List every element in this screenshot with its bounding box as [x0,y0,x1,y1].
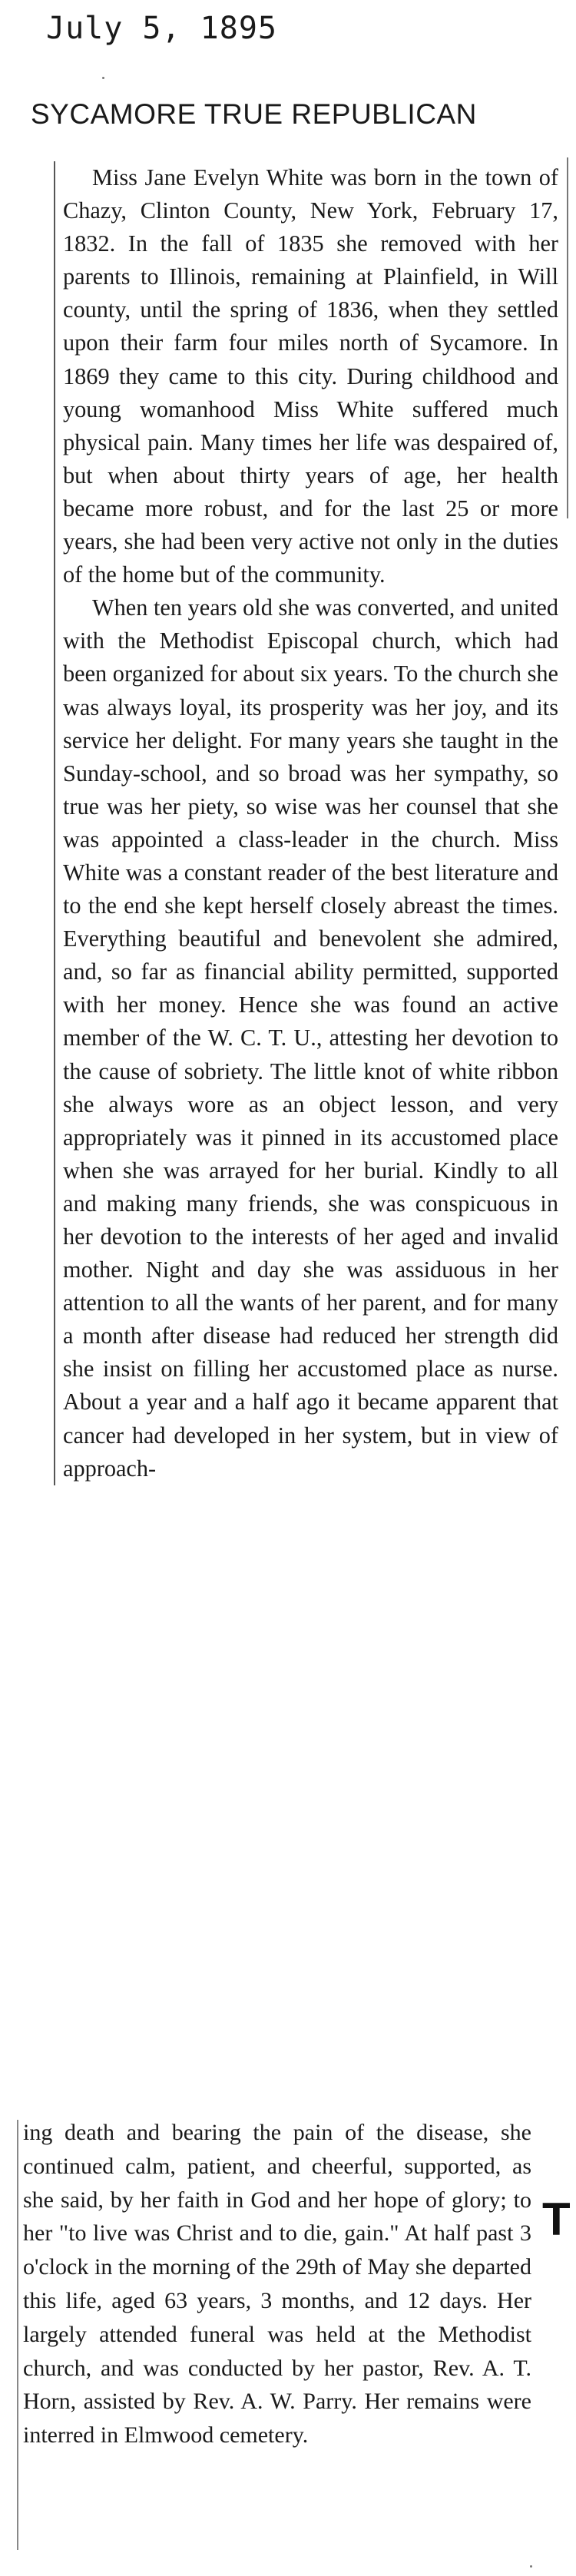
column-rule-left [17,2120,18,2550]
print-speck [102,77,104,79]
obituary-paragraph-1: Miss Jane Evelyn White was born in the town of Chazy, Clinton County, New York, February 17, 1832. In the fall of 1835 she removed with her parents to Illinois, remaining at Plainfield, in Will county, until the spring of 1836, when they settled upon their farm four miles north of Sycamore. In 1869 they came to this city. During childhood and young womanhood Miss White suffered much physical pain. Many times her life was despaired of, but when about thirty years of age, her health became more robust, and for the last 25 or more years, she had been very active not only in the duties of the home but of the community. [63,164,558,588]
print-speck [530,2565,532,2568]
article-column-1 [54,161,558,1485]
obituary-paragraph-3: ing death and bearing the pain of the disease, she continued calm, patient, and cheerful, supported, as she said, by her faith in God and her hope of glory; to her "to live was Christ and to die, gain." At half past 3 o'clock in the morning of the 29th of May she departed this life, aged 63 years, 3 months, and 12 days. Her largely attended funeral was held at the Methodist church, and was conducted by her pastor, Rev. A. T. Horn, assisted by Rev. A. W. Parry. Her remains were interred in Elmwood cemetery. [23,2120,531,2449]
article-column-2 [23,2116,531,2452]
newspaper-name: SYCAMORE TRUE REPUBLICAN [31,98,477,130]
clipping-date: July 5, 1895 [46,11,277,46]
obituary-paragraph-2: When ten years old she was converted, and united with the Methodist Episcopal church, which had been organized for about six years. To the church she was always loyal, its prosperity was her joy, and its service her delight. For many years she taught in the Sunday-school, and so broad was her sympathy, so true was her piety, so wise was her counsel that she was appointed a class-leader in the church. Miss White was a constant reader of the best literature and to the end she kept herself closely abreast the times. Everything beautiful and benevolent she admired, and, so far as financial ability permitted, supported with her money. Hence she was found an active member of the W. C. T. U., attesting her devotion to the cause of sobriety. The little knot of white ribbon she always wore as an object lesson, and very appropriately was it pinned in its accustomed place when she was arrayed for her burial. Kindly to all and making many friends, she was conspicuous in her devotion to the interests of her aged and invalid mother. Night and day she was assiduous in her attention to all the wants of her parent, and for many a month after disease had reduced her strength did she insist on filling her accustomed place as nurse. About a year and a half ago it became apparent that cancer had developed in her system, but in view of approach- [63,594,558,1482]
adjacent-headline-fragment: T [542,2194,569,2245]
column-rule-right [567,157,568,518]
